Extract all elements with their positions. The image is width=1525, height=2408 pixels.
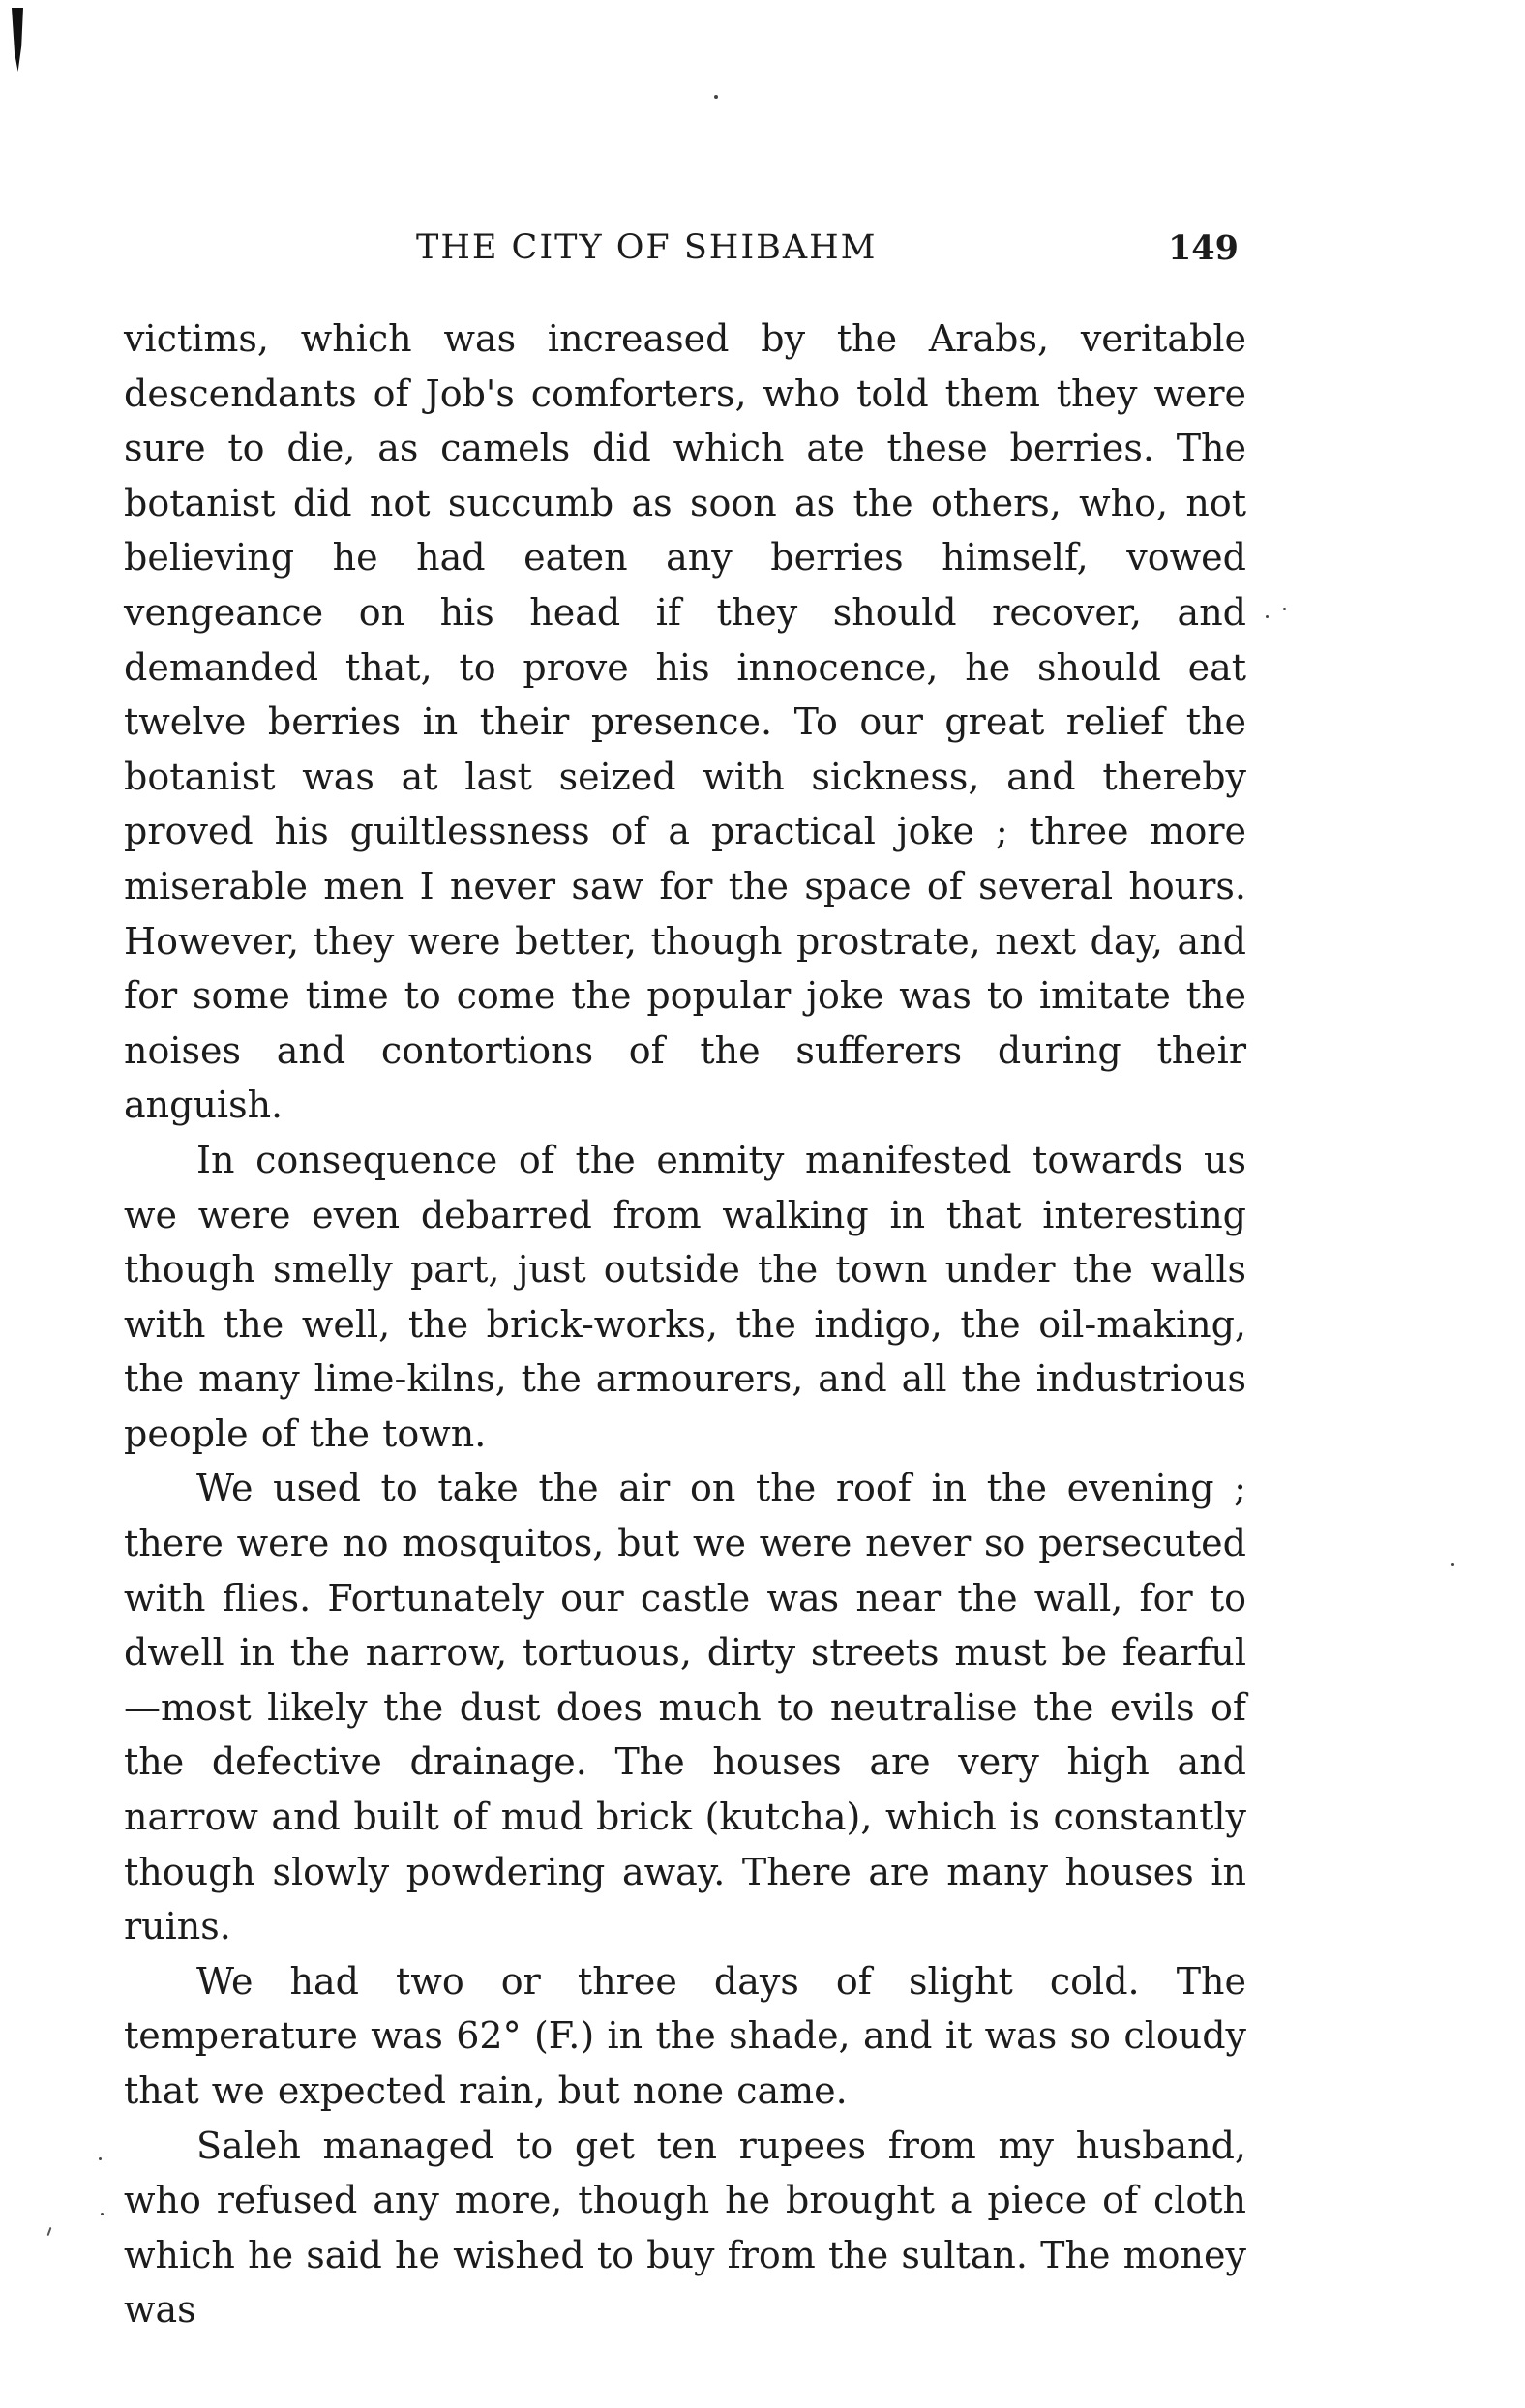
running-head: THE CITY OF SHIBAHM <box>416 228 878 267</box>
scan-corner-mark <box>12 8 23 72</box>
paragraph-text: We had two or three days of slight cold. The temperature was 62° (F.) in the shade, and it was so cloudy that we expected rain, but none came. <box>124 1959 1246 2112</box>
paragraph-text: In consequence of the enmity manifested towards us we were even debarred from walking in that interesting though smelly part, just outside the town under the walls with the well, the brick-works, the indigo, the oil-making, the many lime-kilns, the armourers, and all the industrious people of the town. <box>124 1138 1246 1455</box>
paragraph-text: We used to take the air on the roof in the evening ; there were no mosquitos, but we were never so persecuted with flies. Fortunately our castle was near the wall, for to dwell in the narrow, tortuous, dirty streets must be fearful—most likely the dust does much to neutralise the evils of the defective drainage. The houses are very high and narrow and built of mud brick (kutcha), which is constantly though slowly powdering away. There are many houses in ruins. <box>124 1467 1246 1948</box>
paragraph <box>124 1954 1246 2119</box>
paragraph-text: Saleh managed to get ten rupees from my husband, who refused any more, though he brought a piece of cloth which he said he wished to buy from the sultan. The money was <box>124 2124 1246 2332</box>
body-text <box>124 312 1246 2337</box>
scan-speck <box>47 2227 52 2236</box>
paragraph <box>124 312 1246 1133</box>
paragraph <box>124 2119 1246 2337</box>
scan-speck <box>101 2213 104 2215</box>
scan-speck <box>99 2157 102 2160</box>
scan-speck <box>714 95 718 99</box>
page-number: 149 <box>1167 228 1239 268</box>
paragraph-text: victims, which was increased by the Arabs, veritable descendants of Job's comforters, who told them they were sure to die, as camels did which ate these berries. The botanist did not succumb as soon as the others, who, not believing he had eaten any berries himself, vowed vengeance on his head if they should recover, and demanded that, to prove his innocence, he should eat twelve berries in their presence. To our great relief the botanist was at last seized with sickness, and thereby proved his guiltlessness of a practical joke ; three more miserable men I never saw for the space of several hours. However, they were better, though prostrate, next day, and for some time to come the popular joke was to imitate the noises and contortions of the sufferers during their anguish. <box>124 317 1246 1127</box>
paragraph <box>124 1133 1246 1462</box>
page-header <box>126 228 1239 277</box>
scan-speck <box>1283 608 1286 610</box>
scan-speck <box>1451 1563 1454 1566</box>
paragraph <box>124 1461 1246 1953</box>
scan-speck <box>1266 615 1269 618</box>
